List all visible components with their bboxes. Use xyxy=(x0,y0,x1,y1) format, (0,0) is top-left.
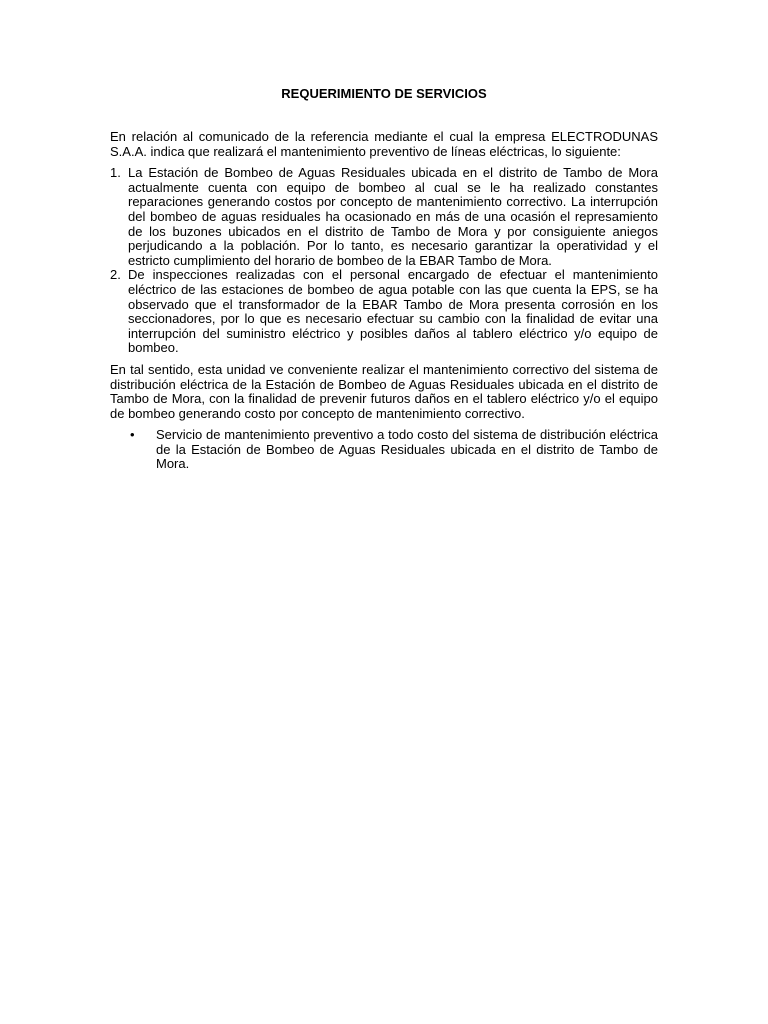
document-title: REQUERIMIENTO DE SERVICIOS xyxy=(281,86,487,101)
list-item-text: De inspecciones realizadas con el personal encargado de efectuar el mantenimiento eléctrico de las estaciones de bombeo de agua potable con las que cuenta la EPS, se ha observado que el transformador de la EBAR Tambo de Mora presenta corrosión en los seccionadores, por lo que es necesario efectuar su cambio con la finalidad de evitar una interrupción del suministro eléctrico y posibles daños al tablero eléctrico y/o equipo de bombeo. xyxy=(128,267,658,356)
numbered-list xyxy=(110,166,658,356)
list-item-text: La Estación de Bombeo de Aguas Residuales ubicada en el distrito de Tambo de Mora actualmente cuenta con equipo de bombeo al cual se le ha realizado constantes reparaciones generando costos por concepto de mantenimiento correctivo. La interrupción del bombeo de aguas residuales ha ocasionado en más de una ocasión el represamiento de los buzones ubicados en el distrito de Tambo de Mora y por consiguiente aniegos perjudicando a la población. Por lo tanto, es necesario garantizar la operatividad y el estricto cumplimiento del horario de bombeo de la EBAR Tambo de Mora. xyxy=(128,165,658,268)
list-item-number: 2. xyxy=(110,267,121,283)
bullet-icon: • xyxy=(130,427,135,443)
closing-paragraph: En tal sentido, esta unidad ve conveniente realizar el mantenimiento correctivo del sistema de distribución eléctrica de la Estación de Bombeo de Aguas Residuales ubicada en el distrito de Tambo de Mora, con la finalidad de prevenir futuros daños en el tablero eléctrico y/o el equipo de bombeo generando costo por concepto de mantenimiento correctivo. xyxy=(110,361,658,421)
bullet-list xyxy=(110,428,658,472)
list-item-number: 1. xyxy=(110,165,121,181)
bullet-list-item xyxy=(110,428,658,472)
document-body xyxy=(110,130,658,472)
intro-paragraph: En relación al comunicado de la referencia mediante el cual la empresa ELECTRODUNAS S.A.A. indica que realizará el mantenimiento preventivo de líneas eléctricas, lo siguiente: xyxy=(110,129,658,159)
bullet-item-text: Servicio de mantenimiento preventivo a todo costo del sistema de distribución eléctrica de la Estación de Bombeo de Aguas Residuales ubicada en el distrito de Tambo de Mora. xyxy=(156,427,658,472)
numbered-list-item xyxy=(110,268,658,356)
numbered-list-item xyxy=(110,166,658,268)
